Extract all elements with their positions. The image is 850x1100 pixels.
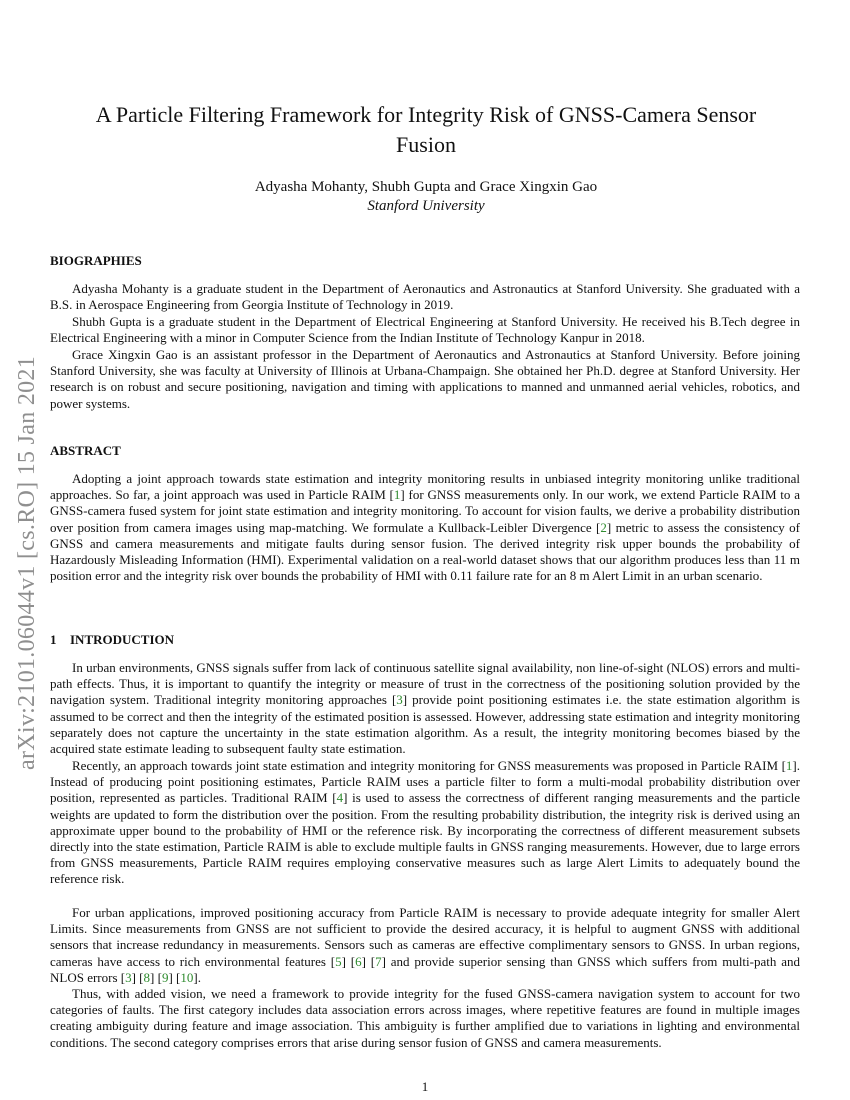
citation-link[interactable]: 1: [393, 487, 401, 503]
introduction-heading: [50, 632, 174, 648]
citation-link[interactable]: 7: [375, 953, 382, 969]
bio-gupta: Shubh Gupta is a graduate student in the Department of Electrical Engineering at Stanford University. He received his B.Tech degree in Electrical Engineering with a minor in Computer Science from the Indian Institute of Technology Kanpur in 2018.: [50, 314, 800, 346]
citation-link[interactable]: 8: [143, 969, 151, 985]
bio-mohanty: Adyasha Mohanty is a graduate student in the Department of Aeronautics and Astronautics at Stanford University. She graduated with a B.S. in Aerospace Engineering from Georgia Institute of Technology in 2019.: [50, 281, 800, 313]
arxiv-identifier: arXiv:2101.06044v1 [cs.RO] 15 Jan 2021: [14, 355, 40, 770]
abstract-heading: ABSTRACT: [50, 443, 121, 458]
intro-paragraph-1: In urban environments, GNSS signals suffer from lack of continuous satellite signal availability, non line-of-sight (NLOS) errors and multi-path effects. Thus, it is important to quantify the integrity or measure of trust in the correctness of the positioning solution provided by the navigation system. Traditional integrity monitoring approaches [3] provide point positioning estimates i.e. the state estimation algorithm is assumed to be correct and then the integrity of the estimated position is assessed. However, addressing state estimation and integrity monitoring separately does not capture the uncertainty in the state estimation algorithm. As a result, the integrity monitoring becomes biased by the acquired state estimate leading to subsequent faulty state estimation.: [50, 660, 800, 757]
title-line-2: Fusion: [396, 132, 456, 157]
intro-paragraph-4: Thus, with added vision, we need a framework to provide integrity for the fused GNSS-camera navigation system to account for two categories of faults. The first category includes data association errors across images, where repetitive features are found in multiple images creating ambiguity during feature and image association. This ambiguity is further amplified due to variations in lighting and environmental conditions. The second category comprises errors that arise during sensor fusion of GNSS and camera measurements.: [50, 986, 800, 1050]
citation-link[interactable]: 6: [355, 953, 362, 969]
citation-link[interactable]: 10: [180, 969, 194, 985]
biographies-heading: BIOGRAPHIES: [50, 253, 142, 268]
authors: Adyasha Mohanty, Shubh Gupta and Grace Xingxin Gao: [254, 179, 598, 195]
citation-link[interactable]: 3: [396, 692, 403, 708]
citation-link[interactable]: 9: [161, 969, 169, 985]
title-line-1: A Particle Filtering Framework for Integrity Risk of GNSS-Camera Sensor: [95, 102, 757, 127]
citation-link[interactable]: 1: [785, 758, 793, 773]
abstract-paragraph: Adopting a joint approach towards state estimation and integrity monitoring results in unbiased integrity monitoring unlike traditional approaches. So far, a joint approach was used in Particle RAIM [1] for GNSS measurements only. In our work, we extend Particle RAIM to a GNSS-camera fused system for joint state estimation and integrity monitoring. To account for vision faults, we derive a probability distribution over position from camera images using map-matching. We formulate a Kullback-Leibler Divergence [2] metric to assess the consistency of GNSS and camera measurements and mitigate faults during sensor fusion. The derived integrity risk upper bounds the probability of Hazardously Misleading Information (HMI). Experimental validation on a real-world dataset shows that our algorithm produces less than 11 m position error and the integrity risk over bounds the probability of HMI with 0.11 failure rate for an 8 m Alert Limit in an urban scenario.: [50, 471, 800, 584]
intro-paragraph-3: For urban applications, improved positioning accuracy from Particle RAIM is necessary to provide adequate integrity for smaller Alert Limits. Since measurements from GNSS are not sufficient to provide the desired accuracy, it is helpful to augment GNSS with additional sensors that increase redundancy in measurements. Sensors such as cameras are effective complimentary sensors to GNSS. In urban regions, cameras have access to rich environmental features [5] [6] [7] and provide superior sensing than GNSS which suffers from multi-path and NLOS errors [3] [8] [9] [10].: [50, 905, 800, 985]
bio-gao: Grace Xingxin Gao is an assistant professor in the Department of Aeronautics and Astronautics at Stanford University. Before joining Stanford University, she was faculty at University of Illinois at Urbana-Champaign. She obtained her Ph.D. degree at Stanford University. Her research is on robust and secure positioning, navigation and timing with applications to manned and unmanned aerial vehicles, robotics, and power systems.: [50, 347, 800, 411]
citation-link[interactable]: 5: [335, 953, 342, 969]
paper-title: [50, 100, 802, 160]
affiliation: Stanford University: [367, 198, 485, 214]
section-title: INTRODUCTION: [70, 632, 175, 647]
page-number: 1: [421, 1079, 429, 1094]
citation-link[interactable]: 3: [125, 969, 132, 985]
intro-paragraph-2: Recently, an approach towards joint state estimation and integrity monitoring for GNSS measurements was proposed in Particle RAIM [1]. Instead of producing point positioning estimates, Particle RAIM uses a particle filter to form a multi-modal probability distribution over position, represented as particles. Traditional RAIM [4] is used to assess the correctness of different ranging measurements and the particle weights are updated to form the distribution over the position. From the resulting probability distribution, the integrity risk is derived using an approximate upper bound to the probability of HMI or the reference risk. By incorporating the correctness of different measurement subsets directly into the state estimation, Particle RAIM is able to exclude multiple faults in GNSS ranging measurements. However, due to large errors from GNSS measurements, Particle RAIM requires employing conservative measures such as large Alert Limits to adequately bound the reference risk.: [50, 758, 800, 887]
citation-link[interactable]: 4: [336, 790, 344, 806]
citation-link[interactable]: 2: [600, 519, 607, 535]
section-number: 1: [50, 632, 57, 647]
